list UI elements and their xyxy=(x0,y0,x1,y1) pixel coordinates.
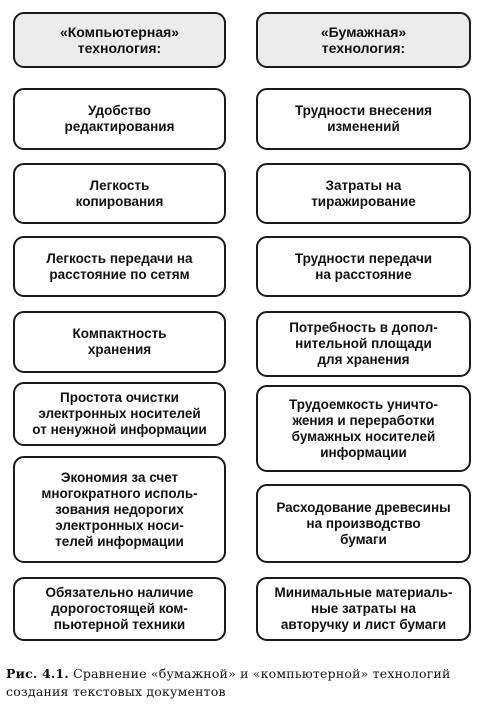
paper-item-storage-space: Потребность в допол- нительной площади для хранения xyxy=(256,311,471,377)
computer-item-editing-convenience: Удобство редактирования xyxy=(13,88,226,150)
computer-item-expensive-hardware: Обязательно наличие дорогостоящей ком- пьютерной техники xyxy=(13,577,226,641)
figure-caption xyxy=(6,665,481,701)
paper-item-editing-difficulty: Трудности внесения изменений xyxy=(256,88,471,150)
paper-item-transfer-difficulty: Трудности передачи на расстояние xyxy=(256,236,471,297)
computer-item-copying-ease: Легкость копирования xyxy=(13,163,226,224)
figure-caption-label: Рис. 4.1. xyxy=(6,666,69,681)
computer-item-reusable-media-savings: Экономия за счет многократного исполь- зования недорогих электронных носи- телей информации xyxy=(13,456,226,563)
computer-item-media-cleaning: Простота очистки электронных носителей от ненужной информации xyxy=(13,382,226,446)
paper-item-minimal-material-costs: Минимальные материаль- ные затраты на авторучку и лист бумаги xyxy=(256,577,471,641)
figure-caption-text: Сравнение «бумажной» и «компьютерной» технологий создания текстовых документов xyxy=(6,666,451,699)
paper-item-disposal-labor: Трудоемкость уничто- жения и переработки бумажных носителей информации xyxy=(256,385,471,472)
computer-technology-header: «Компьютерная» технология: xyxy=(13,12,226,68)
computer-item-compact-storage: Компактность хранения xyxy=(13,311,226,373)
paper-item-wood-consumption: Расходование древесины на производство бумаги xyxy=(256,484,471,563)
paper-technology-header: «Бумажная» технология: xyxy=(256,12,471,68)
paper-item-replication-costs: Затраты на тиражирование xyxy=(256,163,471,224)
computer-item-network-transfer: Легкость передачи на расстояние по сетям xyxy=(13,236,226,297)
